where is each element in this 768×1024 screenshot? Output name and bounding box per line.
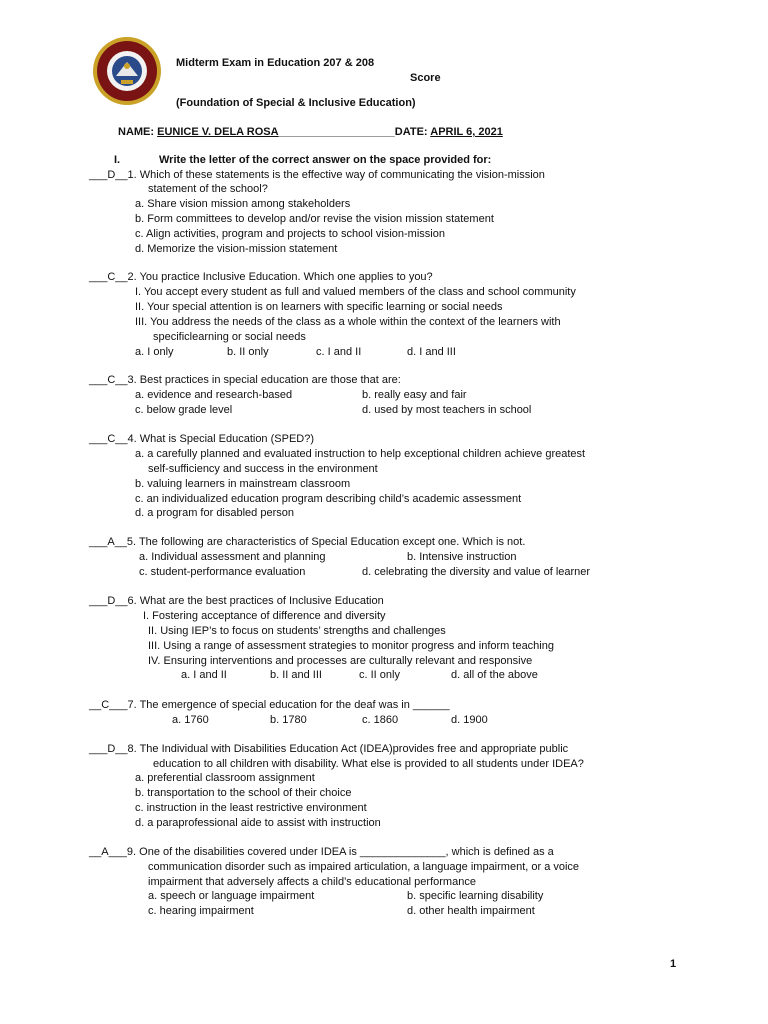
q5-stem: ___A__5. The following are characteristics of Special Education except one. Which is not. bbox=[89, 536, 526, 548]
q2-statement-iii-line1: III. You address the needs of the class as a whole within the context of the learners with bbox=[135, 316, 561, 328]
q2-option-c: c. I and II bbox=[316, 346, 362, 358]
q4-option-a-line1: a. a carefully planned and evaluated instruction to help exceptional children achieve greatest bbox=[135, 448, 586, 460]
q7-option-d: d. 1900 bbox=[451, 714, 488, 726]
q9-stem-line1: __A___9. One of the disabilities covered under IDEA is ______________, which is defined as a bbox=[89, 846, 554, 858]
q6-statement-iii: III. Using a range of assessment strategies to monitor progress and inform teaching bbox=[148, 640, 554, 652]
q1-stem-line1: ___D__1. Which of these statements is the effective way of communicating the vision-mission bbox=[89, 169, 545, 181]
q6-option-a: a. I and II bbox=[181, 669, 227, 681]
university-seal-logo bbox=[92, 36, 162, 106]
q4-stem: ___C__4. What is Special Education (SPED?) bbox=[89, 433, 315, 445]
q5-option-a: a. Individual assessment and planning bbox=[139, 551, 326, 563]
q8-option-d: d. a paraprofessional aide to assist with instruction bbox=[135, 817, 381, 829]
date-value: APRIL 6, 2021 bbox=[430, 126, 503, 138]
q3-stem: ___C__3. Best practices in special education are those that are: bbox=[89, 374, 401, 386]
name-date-line bbox=[118, 125, 503, 139]
q4-option-d: d. a program for disabled person bbox=[135, 507, 294, 519]
exam-title: Midterm Exam in Education 207 & 208 bbox=[176, 57, 375, 69]
exam-subtitle: (Foundation of Special & Inclusive Education) bbox=[176, 97, 416, 109]
q6-option-c: c. II only bbox=[359, 669, 400, 681]
q2-statement-iii-line2: specificlearning or social needs bbox=[153, 331, 306, 343]
q6-statement-ii: II. Using IEP’s to focus on students’ strengths and challenges bbox=[148, 625, 446, 637]
q1-option-a: a. Share vision mission among stakeholders bbox=[135, 198, 351, 210]
name-label: NAME: bbox=[118, 126, 158, 138]
q7-option-c: c. 1860 bbox=[362, 714, 399, 726]
q7-option-b: b. 1780 bbox=[270, 714, 307, 726]
q2-option-d: d. I and III bbox=[407, 346, 456, 358]
q1-stem-line2: statement of the school? bbox=[148, 183, 268, 195]
q9-stem-line2: communication disorder such as impaired articulation, a language impairment, or a voice bbox=[148, 861, 580, 873]
q4-option-b: b. valuing learners in mainstream classroom bbox=[135, 478, 351, 490]
instruction-roman: I. bbox=[114, 154, 121, 166]
name-blank: ___________________ bbox=[278, 126, 395, 138]
q1-option-c: c. Align activities, program and projects to school vision-mission bbox=[135, 228, 445, 240]
q6-statement-i: I. Fostering acceptance of difference and diversity bbox=[143, 610, 386, 622]
q6-option-d: d. all of the above bbox=[451, 669, 538, 681]
q5-option-c: c. student-performance evaluation bbox=[139, 566, 306, 578]
q9-stem-line3: impairment that adversely affects a child’s educational performance bbox=[148, 876, 476, 888]
q8-option-c: c. instruction in the least restrictive environment bbox=[135, 802, 367, 814]
q3-option-c: c. below grade level bbox=[135, 404, 233, 416]
score-label: Score bbox=[410, 72, 441, 84]
q9-option-d: d. other health impairment bbox=[407, 905, 535, 917]
q2-stem: ___C__2. You practice Inclusive Education. Which one applies to you? bbox=[89, 271, 433, 283]
q4-option-c: c. an individualized education program describing child’s academic assessment bbox=[135, 493, 522, 505]
q9-option-b: b. specific learning disability bbox=[407, 890, 544, 902]
q2-option-a: a. I only bbox=[135, 346, 174, 358]
q7-stem: __C___7. The emergence of special education for the deaf was in ______ bbox=[89, 699, 450, 711]
page-number: 1 bbox=[670, 958, 677, 970]
q2-statement-i: I. You accept every student as full and valued members of the class and school community bbox=[135, 286, 576, 298]
q5-option-d: d. celebrating the diversity and value of learner bbox=[362, 566, 591, 578]
q8-stem-line1: ___D__8. The Individual with Disabilities Education Act (IDEA)provides free and appropriate public bbox=[89, 743, 569, 755]
q9-option-a: a. speech or language impairment bbox=[148, 890, 315, 902]
q4-option-a-line2: self-sufficiency and success in the environment bbox=[148, 463, 378, 475]
q9-option-c: c. hearing impairment bbox=[148, 905, 254, 917]
q6-statement-iv: IV. Ensuring interventions and processes are culturally relevant and responsive bbox=[148, 655, 533, 667]
q1-option-b: b. Form committees to develop and/or revise the vision mission statement bbox=[135, 213, 494, 225]
q8-option-a: a. preferential classroom assignment bbox=[135, 772, 315, 784]
q8-option-b: b. transportation to the school of their choice bbox=[135, 787, 352, 799]
date-label: DATE: bbox=[394, 126, 431, 138]
q3-option-d: d. used by most teachers in school bbox=[362, 404, 532, 416]
q2-option-b: b. II only bbox=[227, 346, 269, 358]
q1-option-d: d. Memorize the vision-mission statement bbox=[135, 243, 338, 255]
name-value: EUNICE V. DELA ROSA bbox=[157, 126, 279, 138]
q7-option-a: a. 1760 bbox=[172, 714, 209, 726]
instruction-text: Write the letter of the correct answer on the space provided for: bbox=[159, 154, 492, 166]
q2-statement-ii: II. Your special attention is on learners with specific learning or social needs bbox=[135, 301, 503, 313]
q5-option-b: b. Intensive instruction bbox=[407, 551, 517, 563]
q3-option-a: a. evidence and research-based bbox=[135, 389, 293, 401]
q6-option-b: b. II and III bbox=[270, 669, 322, 681]
q6-stem: ___D__6. What are the best practices of Inclusive Education bbox=[89, 595, 384, 607]
q3-option-b: b. really easy and fair bbox=[362, 389, 467, 401]
q8-stem-line2: education to all children with disability. What else is provided to all students under IDEA? bbox=[153, 758, 584, 770]
